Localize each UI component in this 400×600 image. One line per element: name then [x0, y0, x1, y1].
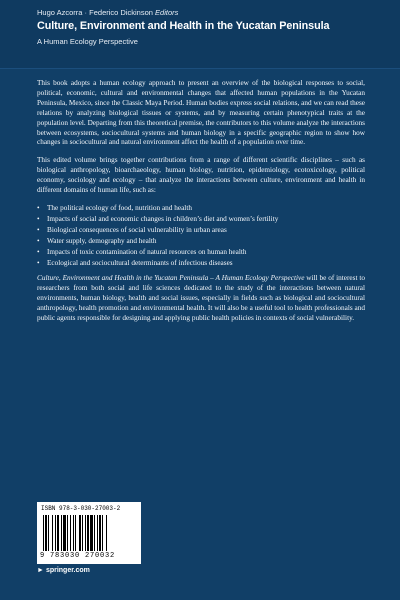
list-item-text: Water supply, demography and health [47, 236, 157, 245]
publisher-url: springer.com [45, 567, 90, 574]
editor-separator: · [84, 8, 88, 17]
list-item-text: The political ecology of food, nutrition and health [47, 203, 192, 212]
isbn-label: ISBN 978-3-030-27003-2 [41, 505, 121, 512]
barcode-bar [94, 515, 95, 551]
list-item [37, 204, 365, 214]
barcode-bar [67, 515, 68, 551]
barcode-bar [48, 515, 49, 551]
barcode-bar [90, 515, 93, 551]
bullet-icon: • [37, 258, 40, 267]
editor-name-2: Federico Dickinson [89, 8, 153, 17]
barcode-bar [73, 515, 74, 551]
bullet-icon: • [37, 247, 40, 256]
cover-header [0, 0, 400, 69]
editors-label: Editors [155, 8, 179, 17]
blurb-paragraph-3-text: will be of interest to researchers from both social and life sciences dedicated to the study of the interactions between natural environments, human biology, health and social issues, especially in fields such as biological and sociocultural anthropology, health promotion and environmental health. It will also be a useful tool to health professionals and public agents responsible for designing and applying public health policies in contexts of social vulnerability. [37, 274, 365, 323]
barcode-bar [75, 515, 76, 551]
blurb-paragraph-1: This book adopts a human ecology approach to present an overview of the biological responses to social, political, economic, cultural and environmental changes that affected human populations in the Yucatan Peninsula, Mexico, since the Classic Maya Period. Human bodies express social relations, and we can read these relations by analyzing biological tissues or systems, and by measuring certain phenotypical traits at the population level. Departing from this theoretical premise, the contributors to this volume analyze the interactions between ecosystems, sociocultural systems and human biology in a specific geographic region to show how changes in sociocultural and natural environment affect the health of a population over time. [37, 79, 365, 147]
book-subtitle: A Human Ecology Perspective [37, 37, 138, 46]
barcode-bar [70, 515, 71, 551]
list-item [37, 259, 365, 269]
barcode-icon [43, 515, 135, 551]
list-item-text: Biological consequences of social vulnerability in urban areas [47, 225, 227, 234]
topics-list [37, 204, 365, 268]
bullet-icon: • [37, 214, 40, 223]
list-item [37, 248, 365, 258]
barcode-bar [43, 515, 44, 551]
barcode-bar [102, 515, 103, 551]
bullet-icon: • [37, 225, 40, 234]
barcode-bar [79, 515, 81, 551]
barcode-bar [45, 515, 47, 551]
barcode-bar [97, 515, 98, 551]
blurb-paragraph-2: This edited volume brings together contributions from a range of different scientific disciplines – such as biological anthropology, bioarchaeology, human biology, nutrition, epidemiology, ecotoxicology, political economy, sociology and ecology – that analyze the interactions between culture, environment and health in different domains of human life, such as: [37, 156, 365, 195]
barcode-bar [82, 515, 83, 551]
book-title-italic: Culture, Environment and Health in the Yucatan Peninsula – A Human Ecology Perspective [37, 274, 305, 283]
barcode-bar [55, 515, 56, 551]
blurb-paragraph-3 [37, 274, 365, 324]
barcode-bar [85, 515, 86, 551]
publisher-link[interactable] [37, 567, 90, 574]
list-item-text: Ecological and sociocultural determinants of infectious diseases [47, 258, 233, 267]
editors-line [37, 8, 178, 17]
barcode-bar [106, 515, 107, 551]
editor-name-1: Hugo Azcorra [37, 8, 83, 17]
list-item [37, 237, 365, 247]
book-title: Culture, Environment and Health in the Yucatan Peninsula [37, 20, 330, 32]
back-cover-blurb [37, 79, 365, 332]
list-item-text: Impacts of social and economic changes in children’s diet and women’s fertility [47, 214, 279, 223]
list-item-text: Impacts of toxic contamination of natural resources on human health [47, 247, 247, 256]
arrow-icon: ► [37, 567, 44, 574]
list-item [37, 226, 365, 236]
barcode-bar [61, 515, 62, 551]
bullet-icon: • [37, 203, 40, 212]
barcode-bar [87, 515, 89, 551]
bullet-icon: • [37, 236, 40, 245]
barcode-bar [57, 515, 59, 551]
barcode-number: 9 783030 270032 [40, 552, 116, 560]
list-item [37, 215, 365, 225]
barcode-box [37, 502, 141, 564]
barcode-bar [99, 515, 101, 551]
barcode-bar [63, 515, 66, 551]
barcode-bar [52, 515, 53, 551]
